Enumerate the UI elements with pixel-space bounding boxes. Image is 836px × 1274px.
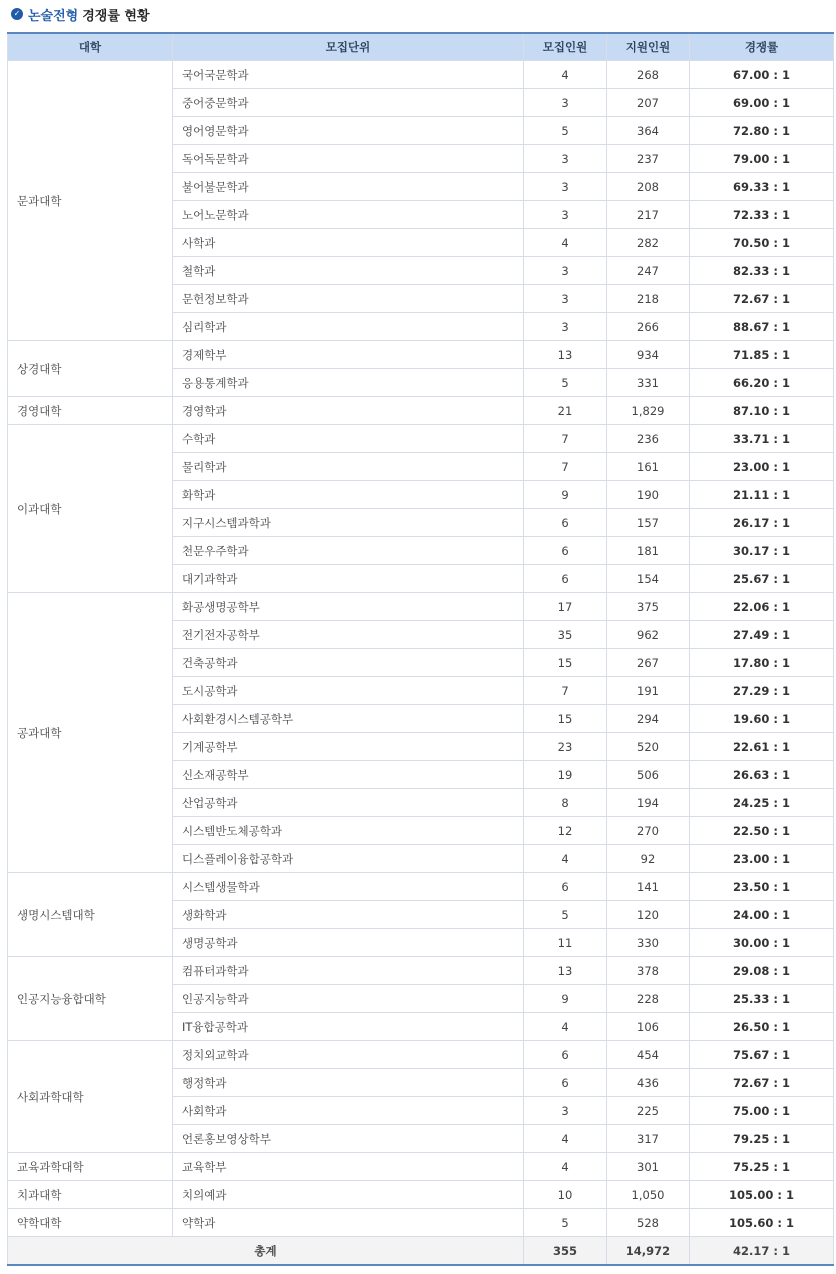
quota-cell: 21 [524,397,607,425]
applicants-cell: 207 [607,89,690,117]
unit-cell: 행정학과 [173,1069,524,1097]
table-row [8,425,834,453]
unit-cell: 정치외교학과 [173,1041,524,1069]
quota-cell: 3 [524,89,607,117]
unit-cell: 국어국문학과 [173,61,524,89]
rate-cell: 26.63 : 1 [690,761,834,789]
unit-cell: 컴퓨터과학과 [173,957,524,985]
applicants-cell: 237 [607,145,690,173]
rate-cell: 88.67 : 1 [690,313,834,341]
rate-cell: 87.10 : 1 [690,397,834,425]
quota-cell: 10 [524,1181,607,1209]
quota-cell: 5 [524,901,607,929]
total-label: 총계 [8,1237,524,1266]
rate-cell: 70.50 : 1 [690,229,834,257]
applicants-cell: 208 [607,173,690,201]
total-row [8,1237,834,1266]
unit-cell: 문헌정보학과 [173,285,524,313]
quota-cell: 3 [524,285,607,313]
rate-cell: 67.00 : 1 [690,61,834,89]
applicants-cell: 268 [607,61,690,89]
quota-cell: 6 [524,873,607,901]
rate-cell: 33.71 : 1 [690,425,834,453]
unit-cell: 영어영문학과 [173,117,524,145]
applicants-cell: 247 [607,257,690,285]
unit-cell: 경제학부 [173,341,524,369]
unit-cell: 시스템반도체공학과 [173,817,524,845]
applicants-cell: 181 [607,537,690,565]
unit-cell: 치의예과 [173,1181,524,1209]
quota-cell: 15 [524,705,607,733]
quota-cell: 4 [524,1013,607,1041]
unit-cell: 노어노문학과 [173,201,524,229]
quota-cell: 9 [524,985,607,1013]
applicants-cell: 141 [607,873,690,901]
quota-cell: 6 [524,537,607,565]
quota-cell: 3 [524,313,607,341]
total-applicants: 14,972 [607,1237,690,1266]
table-row [8,957,834,985]
unit-cell: 불어불문학과 [173,173,524,201]
college-cell: 약학대학 [8,1209,173,1237]
applicants-cell: 92 [607,845,690,873]
applicants-cell: 228 [607,985,690,1013]
table-row [8,341,834,369]
quota-cell: 15 [524,649,607,677]
unit-cell: 교육학부 [173,1153,524,1181]
unit-cell: 사학과 [173,229,524,257]
rate-cell: 66.20 : 1 [690,369,834,397]
title-highlight: 논술전형 [28,8,79,24]
rate-cell: 72.33 : 1 [690,201,834,229]
applicants-cell: 506 [607,761,690,789]
rate-cell: 105.60 : 1 [690,1209,834,1237]
title-rest: 경쟁률 현황 [82,8,150,24]
quota-cell: 4 [524,1125,607,1153]
rate-cell: 23.50 : 1 [690,873,834,901]
rate-cell: 72.67 : 1 [690,285,834,313]
rate-cell: 79.00 : 1 [690,145,834,173]
quota-cell: 9 [524,481,607,509]
quota-cell: 23 [524,733,607,761]
quota-cell: 3 [524,1097,607,1125]
rate-cell: 82.33 : 1 [690,257,834,285]
unit-cell: 언론홍보영상학부 [173,1125,524,1153]
applicants-cell: 120 [607,901,690,929]
table-row [8,1209,834,1237]
rate-cell: 75.25 : 1 [690,1153,834,1181]
applicants-cell: 934 [607,341,690,369]
rate-cell: 27.49 : 1 [690,621,834,649]
rate-cell: 75.67 : 1 [690,1041,834,1069]
rate-cell: 79.25 : 1 [690,1125,834,1153]
rate-cell: 21.11 : 1 [690,481,834,509]
quota-cell: 4 [524,1153,607,1181]
applicants-cell: 161 [607,453,690,481]
rate-cell: 24.25 : 1 [690,789,834,817]
competition-rate-table [7,32,834,1266]
college-cell: 경영대학 [8,397,173,425]
unit-cell: 독어독문학과 [173,145,524,173]
unit-cell: 경영학과 [173,397,524,425]
unit-cell: 디스플레이융합공학과 [173,845,524,873]
rate-cell: 19.60 : 1 [690,705,834,733]
quota-cell: 6 [524,1041,607,1069]
rate-cell: 69.00 : 1 [690,89,834,117]
unit-cell: IT융합공학과 [173,1013,524,1041]
unit-cell: 화공생명공학부 [173,593,524,621]
applicants-cell: 225 [607,1097,690,1125]
page-title [0,0,836,28]
unit-cell: 전기전자공학부 [173,621,524,649]
applicants-cell: 330 [607,929,690,957]
quota-cell: 4 [524,61,607,89]
quota-cell: 7 [524,453,607,481]
rate-cell: 105.00 : 1 [690,1181,834,1209]
applicants-cell: 301 [607,1153,690,1181]
rate-cell: 25.67 : 1 [690,565,834,593]
applicants-cell: 436 [607,1069,690,1097]
applicants-cell: 267 [607,649,690,677]
quota-cell: 5 [524,369,607,397]
table-row [8,873,834,901]
applicants-cell: 331 [607,369,690,397]
applicants-cell: 1,050 [607,1181,690,1209]
applicants-cell: 218 [607,285,690,313]
rate-cell: 29.08 : 1 [690,957,834,985]
applicants-cell: 528 [607,1209,690,1237]
college-cell: 공과대학 [8,593,173,873]
header-college: 대학 [8,33,173,61]
unit-cell: 지구시스템과학과 [173,509,524,537]
table-row [8,1181,834,1209]
unit-cell: 기계공학부 [173,733,524,761]
applicants-cell: 375 [607,593,690,621]
quota-cell: 35 [524,621,607,649]
table-row [8,397,834,425]
college-cell: 상경대학 [8,341,173,397]
applicants-cell: 266 [607,313,690,341]
applicants-cell: 194 [607,789,690,817]
rate-cell: 27.29 : 1 [690,677,834,705]
quota-cell: 13 [524,957,607,985]
total-rate: 42.17 : 1 [690,1237,834,1266]
applicants-cell: 1,829 [607,397,690,425]
rate-cell: 69.33 : 1 [690,173,834,201]
rate-cell: 75.00 : 1 [690,1097,834,1125]
applicants-cell: 378 [607,957,690,985]
quota-cell: 17 [524,593,607,621]
applicants-cell: 520 [607,733,690,761]
quota-cell: 6 [524,1069,607,1097]
rate-cell: 30.17 : 1 [690,537,834,565]
quota-cell: 5 [524,117,607,145]
table-header-row [8,33,834,61]
college-cell: 인공지능융합대학 [8,957,173,1041]
check-circle-icon: ✓ [11,8,23,20]
header-unit: 모집단위 [173,33,524,61]
header-quota: 모집인원 [524,33,607,61]
applicants-cell: 294 [607,705,690,733]
college-cell: 생명시스템대학 [8,873,173,957]
quota-cell: 13 [524,341,607,369]
quota-cell: 6 [524,565,607,593]
table-row [8,61,834,89]
unit-cell: 화학과 [173,481,524,509]
quota-cell: 4 [524,229,607,257]
unit-cell: 심리학과 [173,313,524,341]
quota-cell: 3 [524,173,607,201]
unit-cell: 산업공학과 [173,789,524,817]
quota-cell: 11 [524,929,607,957]
applicants-cell: 962 [607,621,690,649]
rate-cell: 22.06 : 1 [690,593,834,621]
unit-cell: 인공지능학과 [173,985,524,1013]
header-applicants: 지원인원 [607,33,690,61]
unit-cell: 시스템생물학과 [173,873,524,901]
unit-cell: 중어중문학과 [173,89,524,117]
college-cell: 교육과학대학 [8,1153,173,1181]
quota-cell: 5 [524,1209,607,1237]
rate-cell: 23.00 : 1 [690,845,834,873]
unit-cell: 응용통계학과 [173,369,524,397]
college-cell: 치과대학 [8,1181,173,1209]
quota-cell: 8 [524,789,607,817]
college-cell: 이과대학 [8,425,173,593]
unit-cell: 사회학과 [173,1097,524,1125]
rate-cell: 22.50 : 1 [690,817,834,845]
college-cell: 문과대학 [8,61,173,341]
quota-cell: 3 [524,145,607,173]
unit-cell: 수학과 [173,425,524,453]
quota-cell: 3 [524,257,607,285]
rate-cell: 25.33 : 1 [690,985,834,1013]
unit-cell: 약학과 [173,1209,524,1237]
rate-cell: 26.50 : 1 [690,1013,834,1041]
unit-cell: 철학과 [173,257,524,285]
rate-cell: 22.61 : 1 [690,733,834,761]
applicants-cell: 191 [607,677,690,705]
quota-cell: 4 [524,845,607,873]
applicants-cell: 317 [607,1125,690,1153]
applicants-cell: 217 [607,201,690,229]
table-row [8,1153,834,1181]
table-row [8,1041,834,1069]
rate-cell: 72.67 : 1 [690,1069,834,1097]
applicants-cell: 282 [607,229,690,257]
applicants-cell: 270 [607,817,690,845]
quota-cell: 19 [524,761,607,789]
rate-cell: 72.80 : 1 [690,117,834,145]
total-quota: 355 [524,1237,607,1266]
applicants-cell: 106 [607,1013,690,1041]
rate-cell: 17.80 : 1 [690,649,834,677]
unit-cell: 대기과학과 [173,565,524,593]
applicants-cell: 454 [607,1041,690,1069]
unit-cell: 사회환경시스템공학부 [173,705,524,733]
applicants-cell: 364 [607,117,690,145]
quota-cell: 6 [524,509,607,537]
rate-cell: 24.00 : 1 [690,901,834,929]
unit-cell: 신소재공학부 [173,761,524,789]
unit-cell: 도시공학과 [173,677,524,705]
applicants-cell: 157 [607,509,690,537]
unit-cell: 천문우주학과 [173,537,524,565]
unit-cell: 물리학과 [173,453,524,481]
applicants-cell: 190 [607,481,690,509]
unit-cell: 생명공학과 [173,929,524,957]
unit-cell: 생화학과 [173,901,524,929]
rate-cell: 30.00 : 1 [690,929,834,957]
applicants-cell: 236 [607,425,690,453]
rate-cell: 23.00 : 1 [690,453,834,481]
rate-cell: 71.85 : 1 [690,341,834,369]
table-row [8,593,834,621]
quota-cell: 7 [524,677,607,705]
unit-cell: 건축공학과 [173,649,524,677]
college-cell: 사회과학대학 [8,1041,173,1153]
applicants-cell: 154 [607,565,690,593]
quota-cell: 3 [524,201,607,229]
rate-cell: 26.17 : 1 [690,509,834,537]
quota-cell: 12 [524,817,607,845]
header-rate: 경쟁률 [690,33,834,61]
quota-cell: 7 [524,425,607,453]
